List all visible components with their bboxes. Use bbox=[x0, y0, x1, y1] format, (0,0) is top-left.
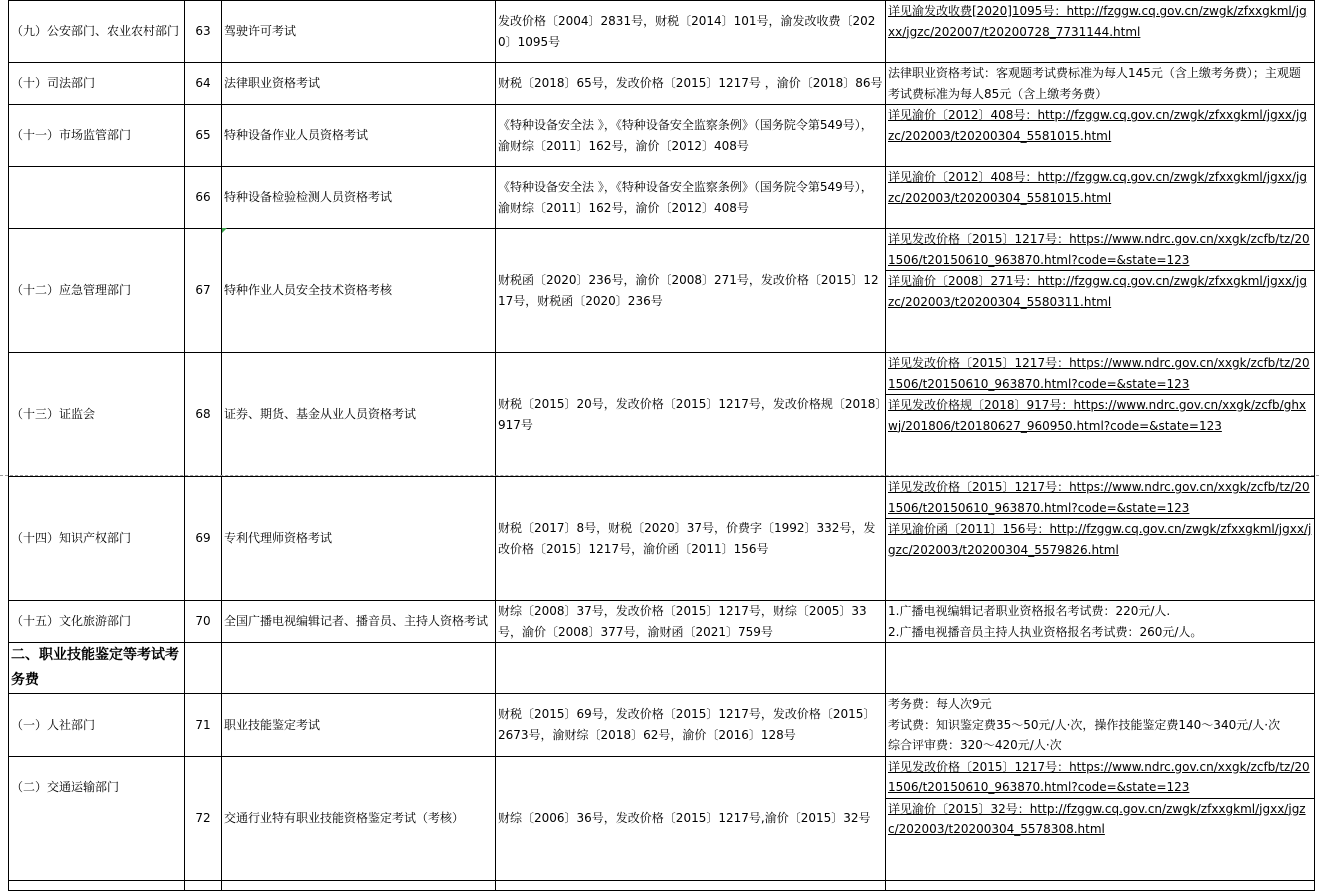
dept-cell: （十四）知识产权部门 bbox=[9, 477, 185, 601]
page-break-line bbox=[0, 475, 1319, 476]
empty-cell bbox=[496, 880, 886, 890]
note-cell bbox=[886, 229, 1315, 353]
table-row bbox=[9, 105, 1315, 167]
note-link[interactable]: 详见发改价格〔2015〕1217号：https://www.ndrc.gov.cn/xxgk/zcfb/tz/201506/t20150610_963870.html?code=&state=123 bbox=[888, 356, 1310, 391]
item-name: 全国广播电视编辑记者、播音员、主持人资格考试 bbox=[222, 601, 496, 643]
note-link[interactable]: 详见渝价〔2008〕271号：http://fzggw.cq.gov.cn/zwgk/zfxxgkml/jgxx/jgzc/202003/t20200304_5580311.html bbox=[886, 270, 1314, 312]
item-number: 71 bbox=[185, 694, 222, 757]
table-row bbox=[9, 353, 1315, 477]
item-name: 交通行业特有职业技能资格鉴定考试（考核） bbox=[222, 756, 496, 880]
note-link[interactable]: 详见发改价格〔2015〕1217号：https://www.ndrc.gov.cn/xxgk/zcfb/tz/201506/t20150610_963870.html?code=&state=123 bbox=[888, 232, 1310, 267]
note-link[interactable]: 详见发改价格规〔2018〕917号：https://www.ndrc.gov.cn/xxgk/zcfb/ghxwj/201806/t20180627_960950.html?code=&state=123 bbox=[886, 394, 1314, 436]
note-link[interactable]: 详见发改价格〔2015〕1217号：https://www.ndrc.gov.cn/xxgk/zcfb/tz/201506/t20150610_963870.html?code=&state=123 bbox=[888, 480, 1310, 515]
dept-cell: （二）交通运输部门 bbox=[9, 756, 185, 880]
note-cell[interactable]: 详见渝发改收费[2020]1095号：http://fzggw.cq.gov.cn/zwgk/zfxxgkml/jgxx/jgzc/202007/t20200728_7731144.html bbox=[886, 1, 1315, 63]
note-link[interactable]: 详见渝价〔2015〕32号：http://fzggw.cq.gov.cn/zwgk/zfxxgkml/jgxx/jgzc/202003/t20200304_5578308.html bbox=[886, 798, 1314, 840]
dept-cell: （十二）应急管理部门 bbox=[9, 229, 185, 353]
item-number: 66 bbox=[185, 167, 222, 229]
table-row bbox=[9, 167, 1315, 229]
basis-cell: 财税〔2017〕8号，财税〔2020〕37号，价费字〔1992〕332号，发改价格〔2015〕1217号，渝价函〔2011〕156号 bbox=[496, 477, 886, 601]
item-number: 67 bbox=[185, 229, 222, 353]
table-row bbox=[9, 694, 1315, 757]
dept-cell: （一）人社部门 bbox=[9, 694, 185, 757]
item-name: 驾驶许可考试 bbox=[222, 1, 496, 63]
basis-cell: 财税〔2015〕69号，发改价格〔2015〕1217号，发改价格〔2015〕2673号，渝财综〔2018〕62号，渝价〔2016〕128号 bbox=[496, 694, 886, 757]
empty-cell bbox=[886, 880, 1315, 890]
table-row bbox=[9, 477, 1315, 601]
empty-cell bbox=[9, 880, 185, 890]
note-link[interactable]: 详见渝价函〔2011〕156号：http://fzggw.cq.gov.cn/zwgk/zfxxgkml/jgxx/jgzc/202003/t20200304_5579826.html bbox=[886, 518, 1314, 560]
basis-cell: 财税〔2018〕65号，发改价格〔2015〕1217号 ，渝价〔2018〕86号 bbox=[496, 63, 886, 105]
note-cell bbox=[886, 477, 1315, 601]
basis-cell: 财税函〔2020〕236号，渝价〔2008〕271号，发改价格〔2015〕1217号，财税函〔2020〕236号 bbox=[496, 229, 886, 353]
item-number: 65 bbox=[185, 105, 222, 167]
item-name: 特种设备检验检测人员资格考试 bbox=[222, 167, 496, 229]
empty-cell bbox=[222, 643, 496, 694]
empty-cell bbox=[222, 880, 496, 890]
item-number: 68 bbox=[185, 353, 222, 477]
empty-cell bbox=[496, 643, 886, 694]
note-cell: 考务费：每人次9元 考试费：知识鉴定费35～50元/人·次，操作技能鉴定费140～340元/人·次 综合评审费：320～420元/人·次 bbox=[886, 694, 1315, 757]
table-row bbox=[9, 601, 1315, 643]
basis-cell: 《特种设备安全法 》，《特种设备安全监察条例》（国务院令第549号），渝财综〔2011〕162号，渝价〔2012〕408号 bbox=[496, 167, 886, 229]
empty-cell bbox=[185, 643, 222, 694]
table-row bbox=[9, 63, 1315, 105]
item-name: 证券、期货、基金从业人员资格考试 bbox=[222, 353, 496, 477]
table-row bbox=[9, 756, 1315, 880]
note-cell: 法律职业资格考试：客观题考试费标准为每人145元（含上缴考务费）；主观题考试费标准为每人85元（含上缴考务费） bbox=[886, 63, 1315, 105]
dept-cell: （十一）市场监管部门 bbox=[9, 105, 185, 167]
table-row bbox=[9, 1, 1315, 63]
note-cell[interactable]: 详见渝价〔2012〕408号：http://fzggw.cq.gov.cn/zwgk/zfxxgkml/jgxx/jgzc/202003/t20200304_5581015.html bbox=[886, 105, 1315, 167]
note-link[interactable]: 详见发改价格〔2015〕1217号：https://www.ndrc.gov.cn/xxgk/zcfb/tz/201506/t20150610_963870.html?code=&state=123 bbox=[888, 759, 1310, 794]
item-name: 法律职业资格考试 bbox=[222, 63, 496, 105]
dept-cell: （十三）证监会 bbox=[9, 353, 185, 477]
dept-cell bbox=[9, 167, 185, 229]
note-cell bbox=[886, 756, 1315, 880]
note-cell bbox=[886, 353, 1315, 477]
table-row bbox=[9, 880, 1315, 890]
note-cell: 1.广播电视编辑记者职业资格报名考试费：220元/人. 2.广播电视播音员主持人执业资格报名考试费：260元/人。 bbox=[886, 601, 1315, 643]
item-name: 特种设备作业人员资格考试 bbox=[222, 105, 496, 167]
section-header-row bbox=[9, 643, 1315, 694]
basis-cell: 财综〔2008〕37号，发改价格〔2015〕1217号，财综〔2005〕33号，渝价〔2008〕377号，渝财函〔2021〕759号 bbox=[496, 601, 886, 643]
table-row bbox=[9, 229, 1315, 353]
fee-table bbox=[8, 0, 1315, 891]
item-name: 特种作业人员安全技术资格考核 bbox=[222, 229, 496, 353]
item-number: 63 bbox=[185, 1, 222, 63]
item-number: 64 bbox=[185, 63, 222, 105]
item-number: 72 bbox=[185, 756, 222, 880]
basis-cell: 《特种设备安全法 》，《特种设备安全监察条例》（国务院令第549号），渝财综〔2011〕162号，渝价〔2012〕408号 bbox=[496, 105, 886, 167]
basis-cell: 发改价格〔2004〕2831号，财税〔2014〕101号，渝发改收费〔2020〕1095号 bbox=[496, 1, 886, 63]
empty-cell bbox=[185, 880, 222, 890]
comment-marker-icon bbox=[222, 228, 227, 233]
basis-cell: 财综〔2006〕36号，发改价格〔2015〕1217号,渝价〔2015〕32号 bbox=[496, 756, 886, 880]
section-title: 二、职业技能鉴定等考试考务费 bbox=[9, 643, 185, 694]
dept-cell: （九）公安部门、农业农村部门 bbox=[9, 1, 185, 63]
item-name: 职业技能鉴定考试 bbox=[222, 694, 496, 757]
item-number: 69 bbox=[185, 477, 222, 601]
item-name: 专利代理师资格考试 bbox=[222, 477, 496, 601]
note-cell[interactable]: 详见渝价〔2012〕408号：http://fzggw.cq.gov.cn/zwgk/zfxxgkml/jgxx/jgzc/202003/t20200304_5581015.html bbox=[886, 167, 1315, 229]
dept-cell: （十五）文化旅游部门 bbox=[9, 601, 185, 643]
dept-cell: （十）司法部门 bbox=[9, 63, 185, 105]
empty-cell bbox=[886, 643, 1315, 694]
item-number: 70 bbox=[185, 601, 222, 643]
basis-cell: 财税〔2015〕20号，发改价格〔2015〕1217号，发改价格规〔2018〕917号 bbox=[496, 353, 886, 477]
